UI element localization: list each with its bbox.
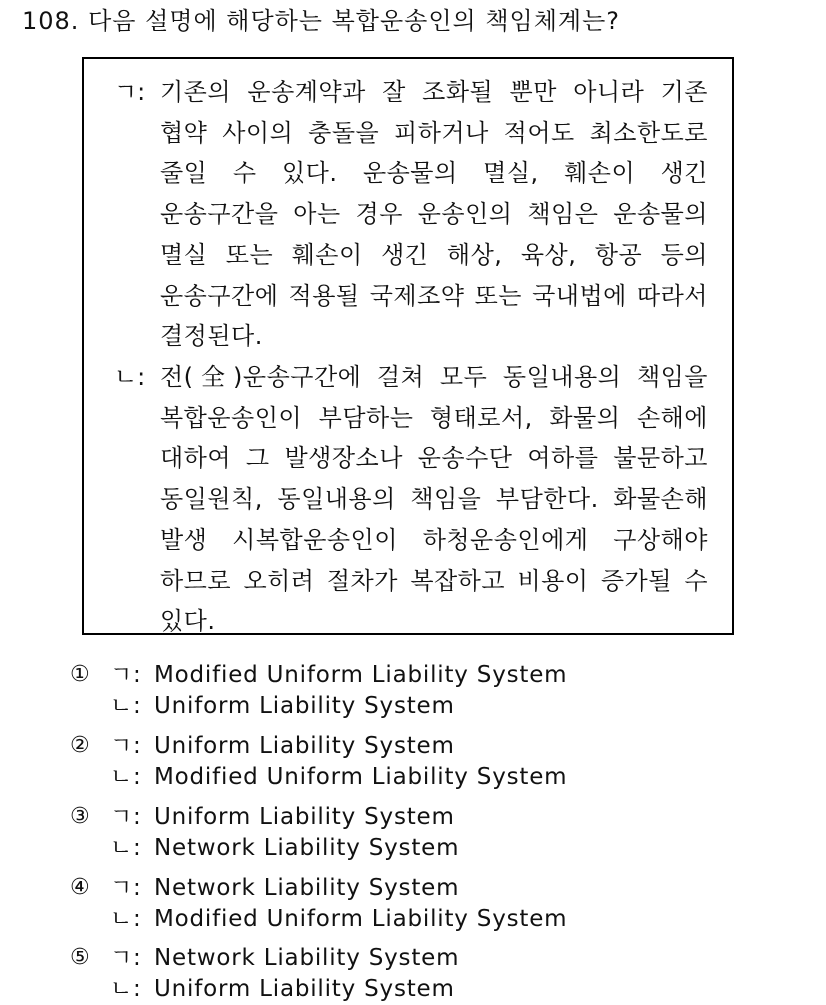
option-line-a <box>110 943 459 973</box>
option-text-b: Uniform Liability System <box>154 693 455 719</box>
option-number: ④ <box>70 875 90 900</box>
option-line-a <box>110 660 567 690</box>
option-text-a: Uniform Liability System <box>154 804 455 830</box>
entry-text-a: 기존의 운송계약과 잘 조화될 뿐만 아니라 기존 협약 사이의 충돌을 피하거나 적어도 최소한도로 줄일 수 있다. 운송물의 멸실, 훼손이 생긴 운송구간을 아는 경우 운송인의 책임은 운송물의 멸실 또는 훼손이 생긴 해상, 육상, 항공 등의 운송구간에 적용될 국제조약 또는 국내법에 따라서 결정된다. <box>160 78 708 351</box>
option-number: ② <box>70 733 90 758</box>
option-5[interactable] <box>70 943 670 1005</box>
entry-marker-a: ㄱ: <box>114 78 146 106</box>
option-number: ③ <box>70 804 90 829</box>
option-text-a: Network Liability System <box>154 875 460 901</box>
option-text-b: Modified Uniform Liability System <box>154 906 568 932</box>
option-text-b: Uniform Liability System <box>154 976 455 1002</box>
question-number: 108. <box>22 7 80 35</box>
option-line-a <box>110 873 459 903</box>
option-label-a: ㄱ: <box>110 875 142 901</box>
option-label-b: ㄴ: <box>110 976 142 1002</box>
option-label-b: ㄴ: <box>110 764 142 790</box>
option-label-b: ㄴ: <box>110 906 142 932</box>
option-text-a: Modified Uniform Liability System <box>154 662 568 688</box>
option-text-b: Modified Uniform Liability System <box>154 764 568 790</box>
option-label-b: ㄴ: <box>110 835 142 861</box>
option-number: ① <box>70 662 90 687</box>
option-line-b <box>110 974 455 1004</box>
entry-text-b: 전(全)운송구간에 걸쳐 모두 동일내용의 책임을 복합운송인이 부담하는 형태로서, 화물의 손해에 대하여 그 발생장소나 운송수단 여하를 불문하고 동일원칙, 동일내용의 책임을 부담한다. 화물손해 발생 시복합운송인이 하청운송인에게 구상해야 하므로 오히려 절차가 복잡하고 비용이 증가될 수 있다. <box>160 363 708 636</box>
option-label-a: ㄱ: <box>110 804 142 830</box>
option-3[interactable] <box>70 802 670 864</box>
option-text-a: Uniform Liability System <box>154 733 455 759</box>
option-text-a: Network Liability System <box>154 945 460 971</box>
option-4[interactable] <box>70 873 670 935</box>
option-number: ⑤ <box>70 945 90 970</box>
option-2[interactable] <box>70 731 670 793</box>
question-stem <box>22 4 620 38</box>
option-line-b <box>110 691 455 721</box>
passage-box <box>82 57 734 635</box>
option-label-a: ㄱ: <box>110 945 142 971</box>
option-line-a <box>110 802 455 832</box>
option-label-b: ㄴ: <box>110 693 142 719</box>
entry-marker-b: ㄴ: <box>114 363 146 391</box>
option-line-b <box>110 833 459 863</box>
option-line-b <box>110 904 567 934</box>
option-label-a: ㄱ: <box>110 662 142 688</box>
option-line-a <box>110 731 455 761</box>
option-1[interactable] <box>70 660 670 722</box>
option-line-b <box>110 762 567 792</box>
option-label-a: ㄱ: <box>110 733 142 759</box>
question-text: 다음 설명에 해당하는 복합운송인의 책임체계는? <box>88 7 621 35</box>
option-text-b: Network Liability System <box>154 835 460 861</box>
